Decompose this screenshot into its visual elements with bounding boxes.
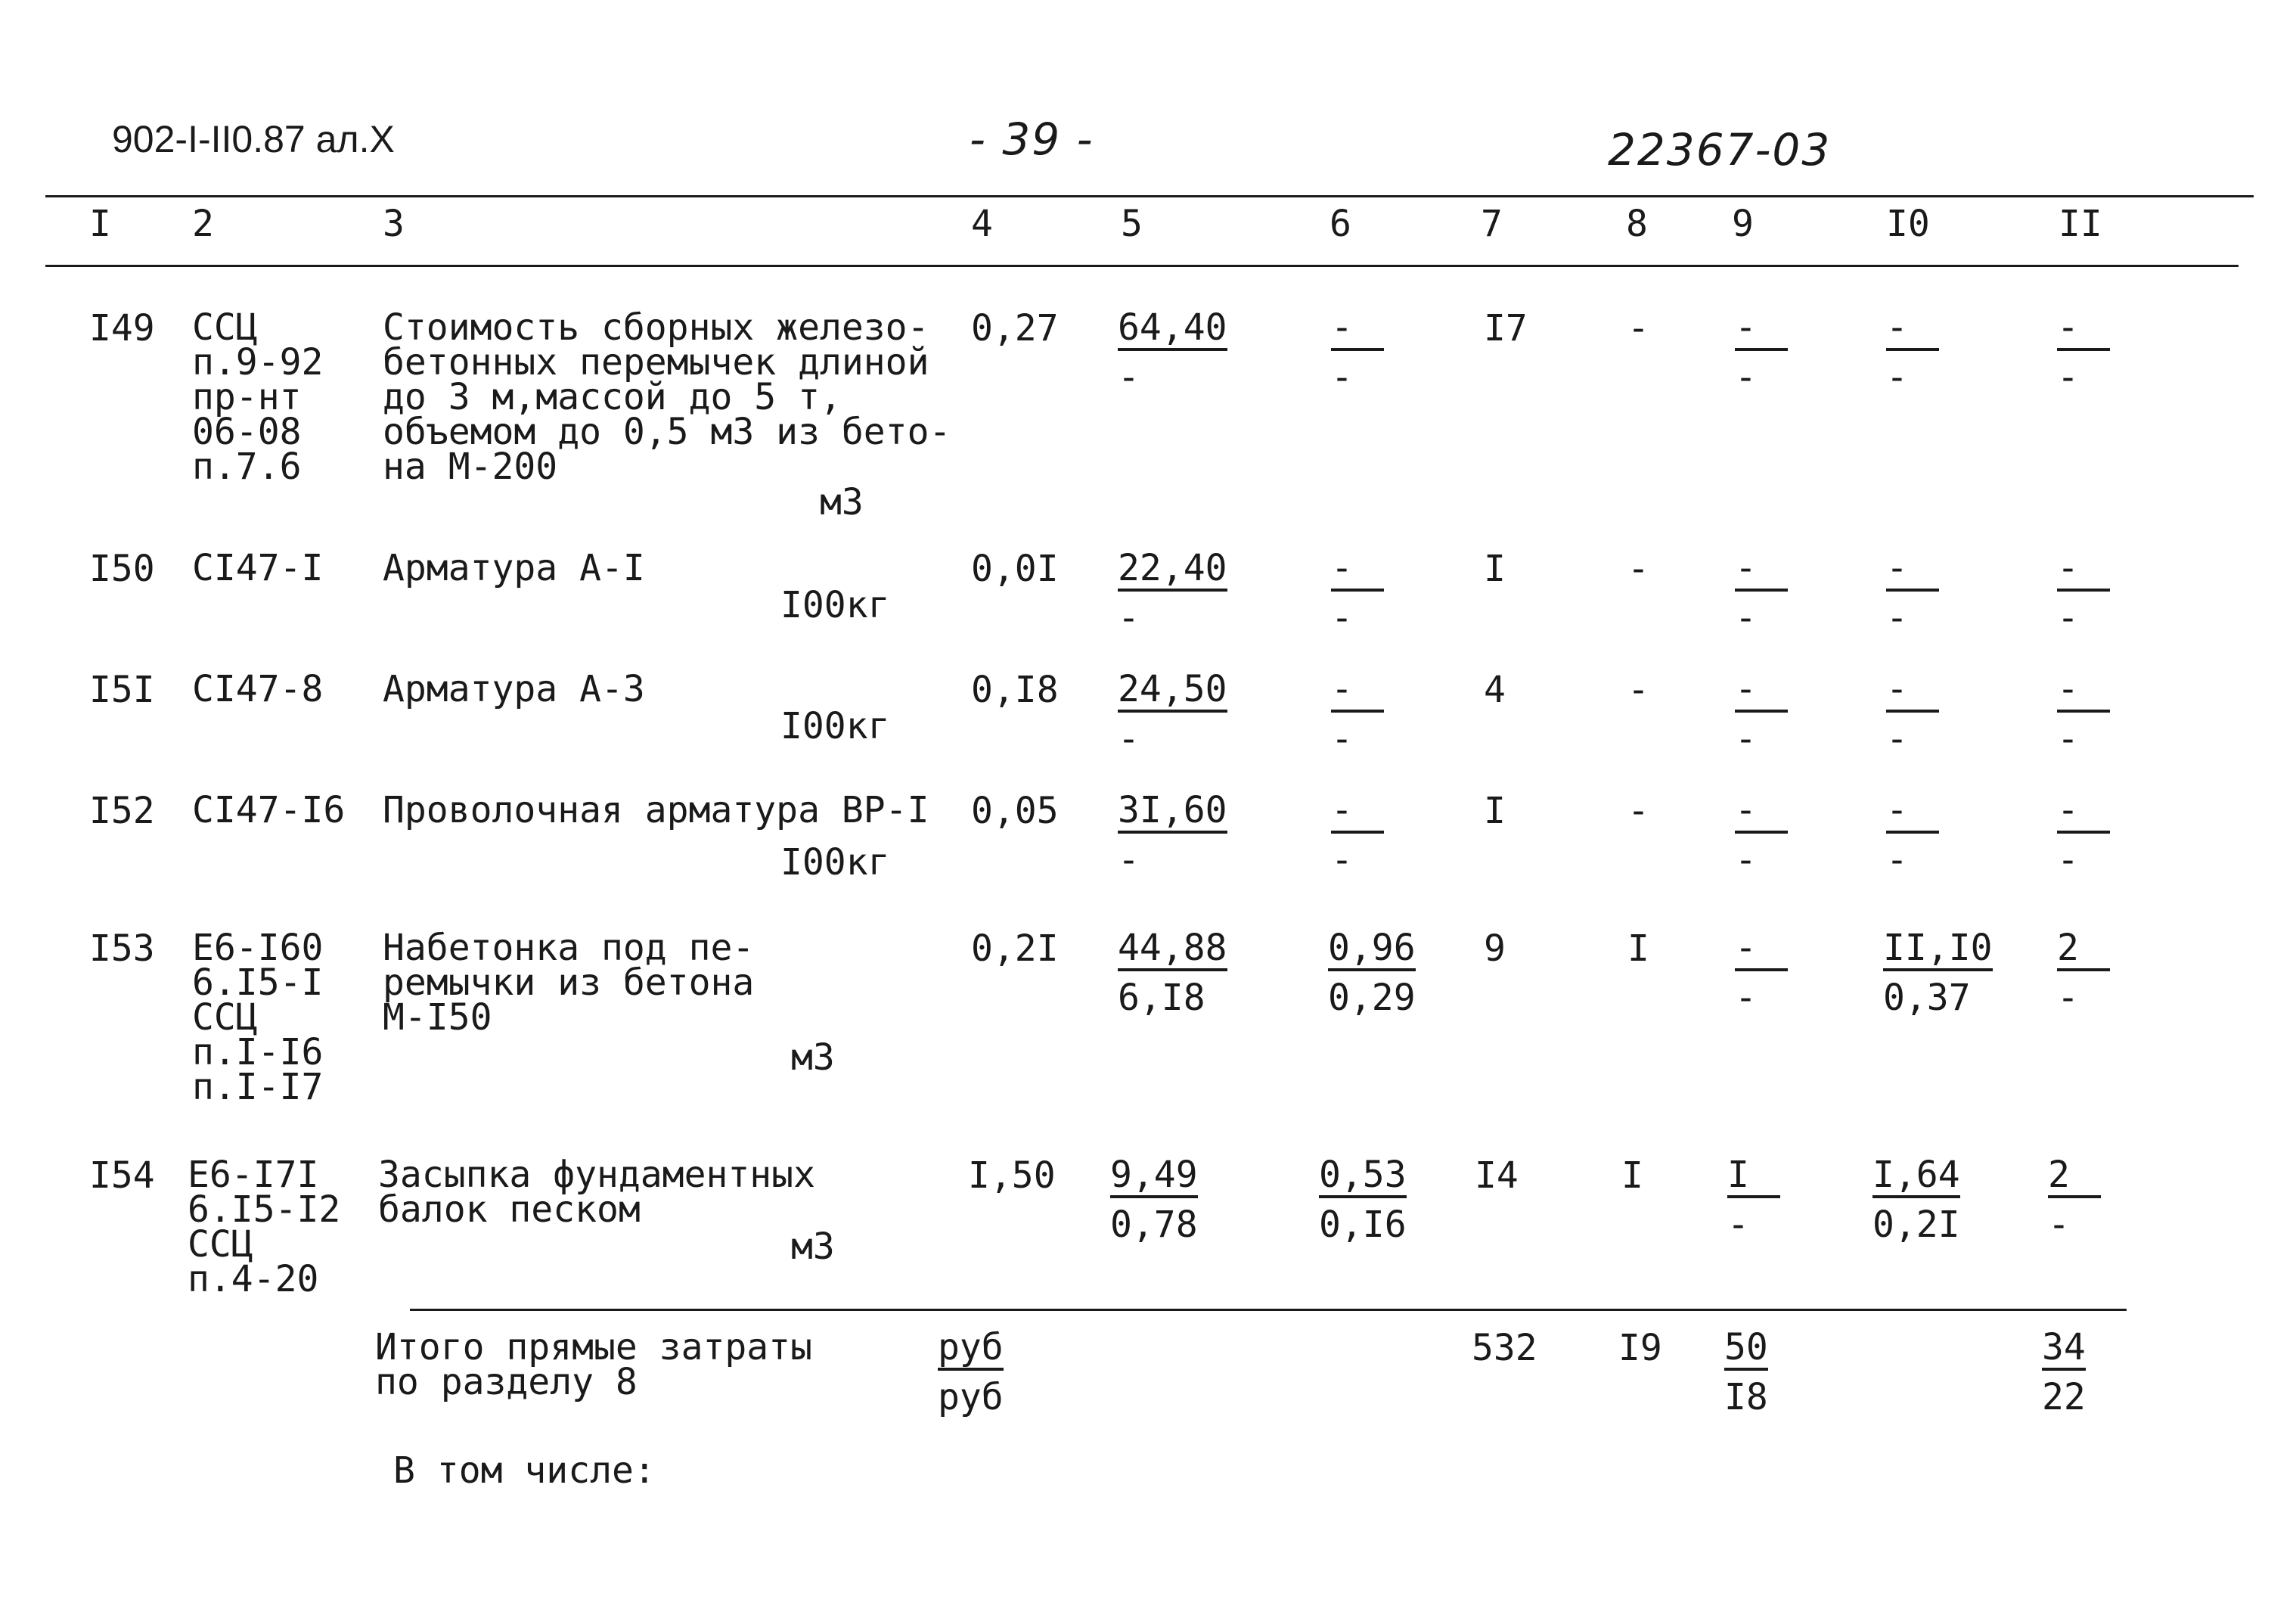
row-col8: I bbox=[1627, 927, 1649, 970]
row-col10: $\frac{II,I0}{0,37}$ bbox=[1883, 927, 1993, 1019]
row-col6: - - bbox=[1331, 310, 1384, 395]
row-col9: - - bbox=[1735, 551, 1788, 635]
row-col10: - - bbox=[1886, 310, 1939, 395]
row-col8: - bbox=[1627, 669, 1649, 711]
row-col7: I7 bbox=[1484, 307, 1528, 349]
row-col5: 24,50 - bbox=[1118, 668, 1227, 760]
row-col7: I4 bbox=[1475, 1154, 1519, 1197]
row-description: Арматура А-I bbox=[383, 547, 645, 589]
row-col6: - - bbox=[1331, 672, 1384, 756]
row-number: I54 bbox=[89, 1154, 155, 1197]
row-col6: - - bbox=[1331, 793, 1384, 877]
total-col8: I9 bbox=[1618, 1327, 1662, 1369]
row-quantity: 0,27 bbox=[971, 307, 1059, 349]
row-col8: I bbox=[1621, 1154, 1643, 1197]
row-description: Набетонка под пе- ремычки из бетона М-I50 bbox=[383, 927, 755, 1039]
row-number: I49 bbox=[89, 307, 155, 349]
row-quantity: 0,I8 bbox=[971, 669, 1059, 711]
col-header-11: II bbox=[2059, 203, 2102, 245]
row-description: Стоимость сборных железо- бетонных перемычек длиной до 3 м,массой до 5 т, объемом до 0,5 м3 из бето- на М-200 bbox=[383, 306, 951, 488]
row-code: CI47-I6 bbox=[192, 789, 346, 831]
total-col9: $\frac{50}{I8}$ bbox=[1724, 1326, 1768, 1418]
row-col10: $\frac{I,64}{0,2I}$ bbox=[1872, 1154, 1960, 1246]
page-number: - 39 - bbox=[970, 113, 1094, 165]
row-col5: $\frac{44,88}{6,I8}$ bbox=[1118, 927, 1227, 1019]
row-col11: - - bbox=[2057, 310, 2110, 395]
row-col11: - - bbox=[2057, 793, 2110, 877]
col-header-5: 5 bbox=[1121, 203, 1143, 245]
row-quantity: 0,0I bbox=[971, 548, 1059, 590]
row-col8: - bbox=[1627, 790, 1649, 832]
row-number: I5I bbox=[89, 669, 155, 711]
total-label: Итого прямые затраты по разделу 8 bbox=[375, 1326, 812, 1403]
row-quantity: 0,2I bbox=[971, 927, 1059, 970]
total-col7: 532 bbox=[1472, 1327, 1537, 1369]
doc-code: 902-I-II0.87 ал.X bbox=[112, 118, 395, 160]
col-header-1: I bbox=[89, 203, 111, 245]
row-quantity: 0,05 bbox=[971, 790, 1059, 832]
row-col11: 2 - bbox=[2048, 1157, 2101, 1242]
row-col10: - - bbox=[1886, 551, 1939, 635]
row-description: Проволочная арматура ВР-I bbox=[383, 789, 929, 831]
row-unit: м3 bbox=[791, 1036, 835, 1079]
row-col7: 4 bbox=[1484, 669, 1506, 711]
row-code: Е6-I60 6.I5-I ССЦ п.I-I6 п.I-I7 bbox=[192, 927, 324, 1108]
row-quantity: I,50 bbox=[968, 1154, 1056, 1197]
row-code: ССЦ п.9-92 пр-нт 06-08 п.7.6 bbox=[192, 306, 324, 488]
row-col9: - - bbox=[1735, 930, 1788, 1015]
project-number: 22367-03 bbox=[1608, 124, 1832, 175]
col-header-9: 9 bbox=[1732, 203, 1754, 245]
row-col11: - - bbox=[2057, 672, 2110, 756]
row-code: CI47-I bbox=[192, 547, 324, 589]
col-header-10: I0 bbox=[1886, 203, 1930, 245]
row-col5: 3I,60 - bbox=[1118, 789, 1227, 881]
col-header-7: 7 bbox=[1481, 203, 1503, 245]
row-col9: - - bbox=[1735, 672, 1788, 756]
row-col9: - - bbox=[1735, 310, 1788, 395]
row-code: CI47-8 bbox=[192, 668, 324, 710]
header-top-rule bbox=[45, 195, 2254, 197]
row-unit: I00кг bbox=[780, 584, 890, 626]
row-description: Засыпка фундаментных балок песком bbox=[378, 1154, 815, 1231]
row-number: I52 bbox=[89, 790, 155, 832]
row-col11: 2 - bbox=[2057, 930, 2110, 1015]
col-header-6: 6 bbox=[1330, 203, 1351, 245]
col-header-4: 4 bbox=[971, 203, 993, 245]
row-number: I53 bbox=[89, 927, 155, 970]
including-label: В том числе: bbox=[393, 1449, 656, 1492]
row-col7: 9 bbox=[1484, 927, 1506, 970]
row-unit: I00кг bbox=[780, 841, 890, 884]
row-col10: - - bbox=[1886, 793, 1939, 877]
col-header-8: 8 bbox=[1626, 203, 1648, 245]
row-col7: I bbox=[1484, 548, 1506, 590]
row-unit: м3 bbox=[791, 1225, 835, 1268]
row-unit: I00кг bbox=[780, 705, 890, 747]
col-header-2: 2 bbox=[192, 203, 214, 245]
row-code: Е6-I7I 6.I5-I2 ССЦ п.4-20 bbox=[188, 1154, 341, 1300]
total-unit: руб руб bbox=[938, 1326, 1004, 1418]
row-col9: - - bbox=[1735, 793, 1788, 877]
row-col5: $\frac{9,49}{0,78}$ bbox=[1110, 1154, 1198, 1246]
row-col5: 64,40 - bbox=[1118, 306, 1227, 399]
row-col11: - - bbox=[2057, 551, 2110, 635]
row-col5: 22,40 - bbox=[1118, 547, 1227, 639]
row-col7: I bbox=[1484, 790, 1506, 832]
row-col10: - - bbox=[1886, 672, 1939, 756]
total-rule bbox=[410, 1309, 2127, 1311]
row-col8: - bbox=[1627, 307, 1649, 349]
row-col9: I - bbox=[1727, 1157, 1780, 1242]
row-description: Арматура А-3 bbox=[383, 668, 645, 710]
header-bottom-rule bbox=[45, 265, 2239, 267]
total-col11: $\frac{34}{22}$ bbox=[2042, 1326, 2086, 1418]
row-number: I50 bbox=[89, 548, 155, 590]
row-col8: - bbox=[1627, 548, 1649, 590]
col-header-3: 3 bbox=[383, 203, 405, 245]
row-col6: $\frac{0,53}{0,I6}$ bbox=[1319, 1154, 1407, 1246]
row-col6: $\frac{0,96}{0,29}$ bbox=[1328, 927, 1416, 1019]
row-col6: - - bbox=[1331, 551, 1384, 635]
row-unit: м3 bbox=[820, 481, 864, 523]
